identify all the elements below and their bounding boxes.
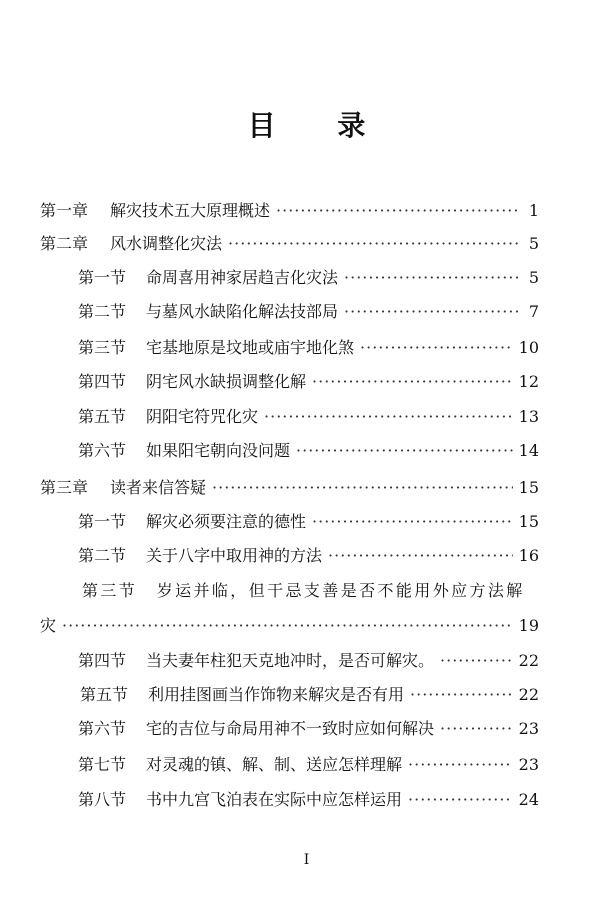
toc-label: 第三节 xyxy=(82,581,138,600)
toc-title: 书中九宫飞泊表在实际中应怎样运用 xyxy=(146,790,403,809)
toc-entry[interactable] xyxy=(78,650,539,672)
toc-entry[interactable] xyxy=(78,718,539,740)
toc-label: 第五节 xyxy=(80,685,129,704)
toc-title: 宅基地原是坟地或庙宇地化煞 xyxy=(146,338,355,357)
toc-title: 读者来信答疑 xyxy=(110,478,207,497)
toc-title: 风水调整化灾法 xyxy=(110,234,223,253)
toc-entry[interactable] xyxy=(78,440,539,462)
toc-page: 13 xyxy=(518,407,539,426)
toc-title: 如果阳宅朝向没问题 xyxy=(146,441,291,460)
leader-dots xyxy=(360,337,513,359)
toc-label: 第四节 xyxy=(78,651,127,670)
toc-title: 解灾必须要注意的德性 xyxy=(146,512,307,531)
leader-dots xyxy=(440,718,513,740)
toc-title: 与墓风水缺陷化解法技部局 xyxy=(146,302,339,321)
toc-entry[interactable] xyxy=(78,301,539,323)
toc-page: 23 xyxy=(518,755,539,774)
toc-title: 命周喜用神家居趋吉化灾法 xyxy=(146,268,339,287)
toc-label: 第二节 xyxy=(78,302,127,321)
toc-label: 第六节 xyxy=(78,441,127,460)
toc-page: 10 xyxy=(518,338,539,357)
toc-title: 阴宅风水缺损调整化解 xyxy=(146,372,307,391)
leader-dots xyxy=(408,789,513,811)
toc-entry[interactable] xyxy=(78,754,539,776)
page-title: 目 录 xyxy=(247,109,392,142)
leader-dots xyxy=(410,684,513,706)
toc-entry[interactable] xyxy=(78,371,539,393)
toc-entry-continuation[interactable] xyxy=(40,615,539,637)
toc-title: 阴阳宅符咒化灾 xyxy=(146,407,259,426)
toc-label: 第七节 xyxy=(78,755,127,774)
toc-page: 14 xyxy=(518,441,539,460)
toc-label: 第一节 xyxy=(78,268,127,287)
leader-dots xyxy=(344,267,519,289)
toc-entry[interactable] xyxy=(40,477,539,499)
leader-dots xyxy=(276,200,519,222)
leader-dots xyxy=(408,754,513,776)
toc-title: 宅的吉位与命局用神不一致时应如何解决 xyxy=(146,719,435,738)
toc-page: 15 xyxy=(518,478,539,497)
toc-page: 16 xyxy=(518,546,539,565)
toc-entry-wrapped[interactable] xyxy=(82,580,525,602)
toc-page: 7 xyxy=(528,302,539,321)
leader-dots xyxy=(62,615,513,637)
toc-label: 第一节 xyxy=(78,512,127,531)
toc-label: 第五节 xyxy=(78,407,127,426)
toc-page: 15 xyxy=(518,512,539,531)
page-number-footer: I xyxy=(303,852,310,868)
leader-dots xyxy=(228,233,519,255)
toc-entry[interactable] xyxy=(78,545,539,567)
toc-entry[interactable] xyxy=(78,406,539,428)
leader-dots xyxy=(344,301,519,323)
toc-label: 第二章 xyxy=(40,234,89,253)
toc-label: 第四节 xyxy=(78,372,127,391)
leader-dots xyxy=(440,650,513,672)
toc-entry[interactable] xyxy=(40,233,539,255)
toc-label: 第六节 xyxy=(78,719,127,738)
leader-dots xyxy=(264,406,513,428)
toc-label: 第一章 xyxy=(40,201,89,220)
toc-page: 23 xyxy=(518,719,539,738)
toc-page: 19 xyxy=(518,616,539,635)
toc-page: 5 xyxy=(528,268,539,287)
leader-dots xyxy=(328,545,513,567)
toc-title: 解灾技术五大原理概述 xyxy=(110,201,271,220)
toc-title: 利用挂图画当作饰物来解灾是否有用 xyxy=(148,685,405,704)
toc-entry[interactable] xyxy=(80,684,539,706)
toc-title: 关于八字中取用神的方法 xyxy=(146,546,323,565)
toc-label: 第二节 xyxy=(78,546,127,565)
leader-dots xyxy=(212,477,513,499)
toc-page: 22 xyxy=(518,651,539,670)
toc-entry[interactable] xyxy=(78,789,539,811)
toc-title: 当夫妻年柱犯天克地冲时，是否可解灾。 xyxy=(146,651,435,670)
toc-page: 24 xyxy=(518,790,539,809)
toc-page: 12 xyxy=(518,372,539,391)
leader-dots xyxy=(312,511,513,533)
toc-title: 岁运并临，但干忌支善是否不能用外应方法解 xyxy=(156,581,525,600)
toc-label: 第三节 xyxy=(78,338,127,357)
toc-title: 对灵魂的镇、解、制、送应怎样理解 xyxy=(146,755,403,774)
toc-label: 第三章 xyxy=(40,478,89,497)
toc-entry[interactable] xyxy=(78,337,539,359)
toc-page: 5 xyxy=(528,234,539,253)
toc-entry[interactable] xyxy=(78,267,539,289)
toc-label: 第八节 xyxy=(78,790,127,809)
leader-dots xyxy=(312,371,513,393)
toc-entry[interactable] xyxy=(78,511,539,533)
toc-page: 22 xyxy=(518,685,539,704)
toc-entry[interactable] xyxy=(40,200,539,222)
toc-page: 1 xyxy=(528,201,539,220)
leader-dots xyxy=(296,440,513,462)
toc-title-continued: 灾 xyxy=(40,616,57,635)
